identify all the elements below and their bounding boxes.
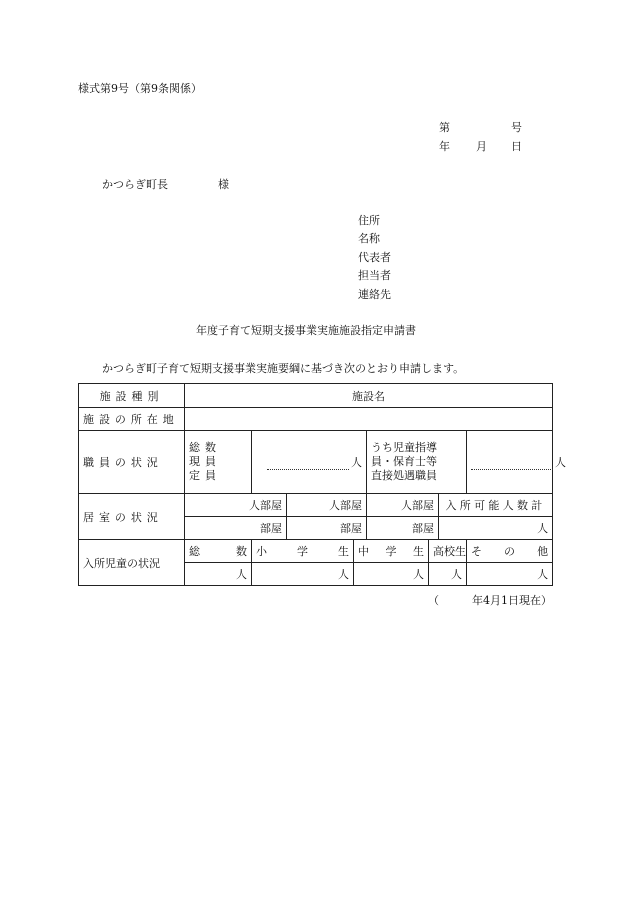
- date-year: 年: [439, 140, 450, 153]
- addressee-name: かつらぎ町長: [102, 178, 168, 191]
- childcare-staff-label-3: 直接処遇職員: [371, 469, 437, 482]
- application-table: [78, 383, 566, 586]
- room-type-2[interactable]: 人部屋: [287, 494, 367, 517]
- staff-total-label: 総数: [189, 441, 221, 454]
- facility-type-label: 施設種別: [79, 384, 185, 408]
- childcare-staff-blank: [471, 469, 553, 470]
- addressee-honorific: 様: [218, 178, 229, 191]
- applicant-name-label: 名称: [358, 232, 380, 245]
- doc-number-go: 号: [511, 121, 522, 134]
- children-other-value[interactable]: 人: [467, 563, 553, 586]
- children-elementary-label: 小 学 生: [256, 545, 349, 558]
- applicant-contact-person-label: 担当者: [358, 269, 391, 282]
- children-other-label: そ の 他: [471, 545, 549, 558]
- capacity-total-value[interactable]: 人: [439, 517, 553, 540]
- children-elementary-value[interactable]: 人: [252, 563, 354, 586]
- room-type-1[interactable]: 人部屋: [185, 494, 287, 517]
- room-count-1[interactable]: 部屋: [185, 517, 287, 540]
- form-number: 様式第9号（第9条関係）: [78, 82, 202, 95]
- room-count-2[interactable]: 部屋: [287, 517, 367, 540]
- children-total-value[interactable]: 人: [185, 563, 252, 586]
- staff-status-label: 職員の状況: [79, 431, 185, 494]
- date-month: 月: [476, 140, 487, 153]
- applicant-phone-label: 連絡先: [358, 288, 391, 301]
- childcare-staff-labels: [367, 431, 467, 494]
- intro-text: かつらぎ町子育て短期支援事業実施要綱に基づき次のとおり申請します。: [102, 362, 465, 375]
- staff-count-labels: [185, 431, 252, 494]
- room-status-label: 居室の状況: [79, 494, 185, 540]
- children-junior-high-label: 中 学 生: [358, 545, 424, 558]
- children-high-school-value[interactable]: 人: [429, 563, 467, 586]
- childcare-staff-label-1: うち児童指導: [371, 441, 437, 454]
- facility-location-label: 施設の所在地: [79, 408, 185, 431]
- staff-current-label: 現員: [189, 455, 221, 468]
- room-count-3[interactable]: 部屋: [367, 517, 439, 540]
- applicant-representative-label: 代表者: [358, 251, 391, 264]
- children-total-label: 総 数: [189, 545, 247, 558]
- children-status-label: 入所児童の状況: [79, 540, 185, 586]
- as-of-date-note: （ 年4月1日現在）: [428, 594, 552, 607]
- staff-fixed-label: 定員: [189, 469, 221, 482]
- staff-count-field[interactable]: [252, 431, 367, 494]
- staff-count-blank: [267, 469, 349, 470]
- date-day: 日: [511, 140, 522, 153]
- capacity-total-label: 入所可能人数計: [439, 494, 553, 517]
- childcare-staff-field[interactable]: [467, 431, 566, 494]
- staff-count-unit: 人: [351, 456, 362, 469]
- children-high-school-label: 高 校 生: [433, 545, 466, 558]
- room-type-3[interactable]: 人部屋: [367, 494, 439, 517]
- document-title: 年度子育て短期支援事業実施施設指定申請書: [196, 324, 416, 337]
- doc-number-dai: 第: [439, 121, 450, 134]
- facility-location-value[interactable]: [185, 408, 553, 431]
- applicant-address-label: 住所: [358, 214, 380, 227]
- facility-name-label: 施設名: [185, 384, 553, 408]
- children-junior-high-value[interactable]: 人: [354, 563, 429, 586]
- childcare-staff-unit: 人: [555, 456, 566, 469]
- childcare-staff-label-2: 員・保育士等: [371, 455, 437, 468]
